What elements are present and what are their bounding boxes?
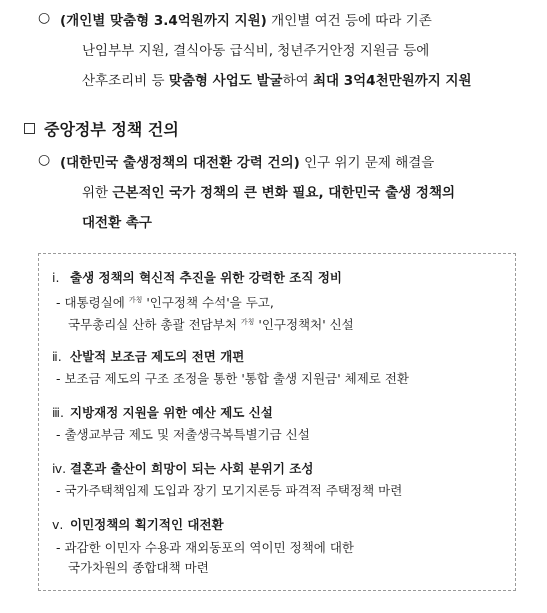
para1-text: 개인별 여건 등에 따라 기존: [266, 13, 432, 29]
para2-line2: 위한 근본적인 국가 정책의 큰 변화 필요, 대한민국 출생 정책의: [82, 185, 456, 201]
para2-line3: 대전환 촉구: [82, 215, 152, 231]
section-title: 중앙정부 정책 건의: [44, 120, 179, 139]
item-title: ⅳ. 결혼과 출산이 희망이 되는 사회 분위기 조성: [52, 461, 314, 476]
item-title: ⅲ. 지방재정 지원을 위한 예산 제도 신설: [52, 405, 273, 420]
para2-heading: (대한민국 출생정책의 대전환 강력 건의): [60, 155, 300, 171]
item-detail: - 국가주택책임제 도입과 장기 모기지론등 파격적 주택정책 마련: [56, 483, 403, 498]
item-detail: 국무총리실 산하 총괄 전담부처 $^{가칭}$ '인구정책처' 신설: [68, 317, 354, 333]
circle-bullet-icon: ○: [38, 10, 51, 26]
item-title: ⅴ. 이민정책의 획기적인 대전환: [52, 517, 224, 532]
para1-line2: 난임부부 지원, 결식아동 급식비, 청년주거안정 지원금 등에: [82, 43, 430, 59]
item-title: ⅰ. 출생 정책의 혁신적 추진을 위한 강력한 조직 정비: [52, 270, 342, 285]
item-detail: - 과감한 이민자 수용과 재외동포의 역이민 정책에 대한: [56, 540, 354, 555]
para2-line1: (대한민국 출생정책의 대전환 강력 건의) 인구 위기 문제 해결을: [60, 155, 435, 171]
para1-line3: 산후조리비 등 맞춤형 사업도 발굴하여 최대 3억4천만원까지 지원: [82, 73, 472, 89]
circle-bullet-icon: ○: [38, 152, 51, 168]
item-title: ⅱ. 산발적 보조금 제도의 전면 개편: [52, 349, 245, 364]
item-detail: 국가차원의 종합대책 마련: [68, 560, 209, 575]
square-bullet-icon: [24, 123, 35, 134]
item-detail: - 대통령실에 $^{가칭}$ '인구정책 수석'을 두고,: [56, 295, 274, 311]
item-detail: - 출생교부금 제도 및 저출생극복특별기금 신설: [56, 427, 310, 442]
para1-line1: [60, 11, 432, 31]
para1-heading: (개인별 맞춤형 3.4억원까지 지원): [60, 13, 267, 29]
item-detail: - 보조금 제도의 구조 조정을 통한 '통합 출생 지원금' 체제로 전환: [56, 371, 409, 386]
